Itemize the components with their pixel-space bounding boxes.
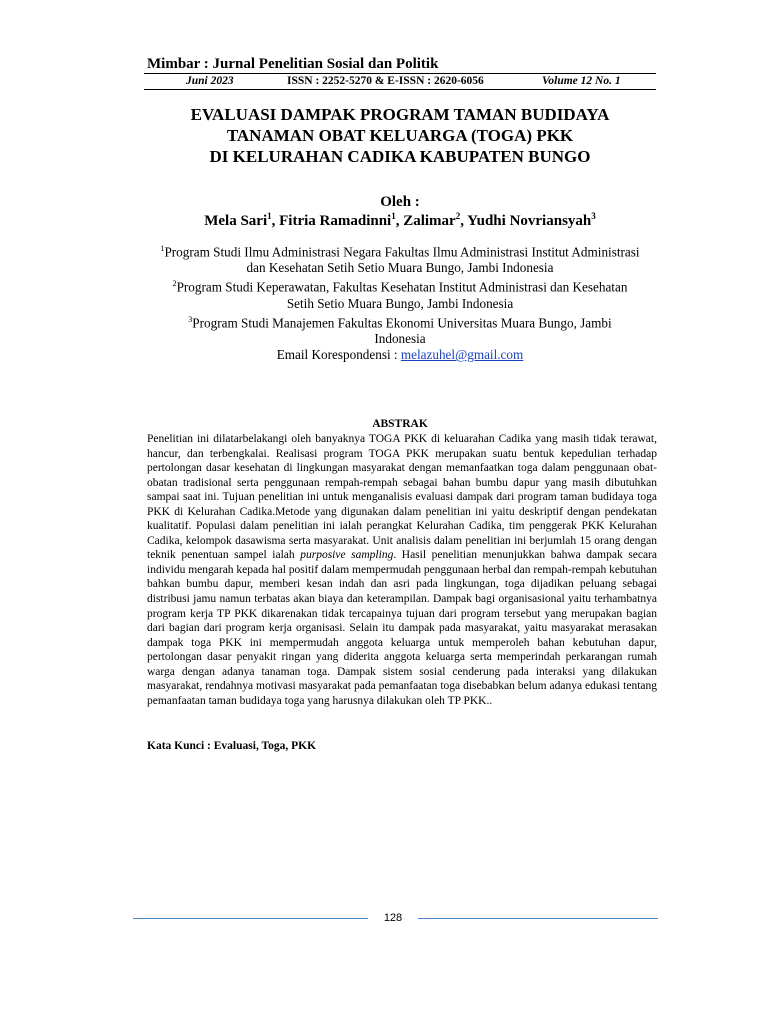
- affiliation-text: Program Studi Manajemen Fakultas Ekonomi Universitas Muara Bungo, Jambi: [192, 315, 612, 331]
- author-name: Fitria Ramadinni: [279, 213, 392, 229]
- author-name: Mela Sari: [204, 213, 268, 229]
- author-name: Zalimar: [403, 213, 456, 229]
- abstract-text: Penelitian ini dilatarbelakangi oleh banyaknya TOGA PKK di keluarahan Cadika yang masih tidak terawat, hancur, dan terbengkalai. Realisasi program TOGA PKK merupakan suatu bentuk kepedulian terhadap pertolongan dasar kesehatan di lingkungan masyarakat dengan memanfaatkan toga dalam penggunaan obat-obatan tradisional serta penggunaan rempah-rempah sebagai bahan bumbu dapur yang masih dibutuhkan sampai saat ini. Tujuan penelitian ini untuk menganalisis evaluasi dampak dari program taman budidaya toga PKK di Kelurahan Cadika.Metode yang digunakan dalam penelitian ini yaitu deskriptif dengan pendekatan kualitatif. Populasi dalam penelitian ini ialah perangkat Kelurahan Cadika, tim penggerak PKK Kelurahan Cadika, kelompok dasawisma serta masyarakat. Unit analisis dalam penelitian ini berjumlah 15 orang dengan teknik penentuan sampel ialah: [147, 433, 657, 562]
- affiliation-line: dan Kesehatan Setih Setio Muara Bungo, Jambi Indonesia: [246, 260, 554, 276]
- volume: Volume 12 No. 1: [542, 75, 621, 87]
- author-separator: ,: [460, 213, 468, 229]
- abstract-heading: ABSTRAK: [372, 418, 428, 430]
- author-separator: ,: [271, 213, 280, 229]
- keywords: Kata Kunci : Evaluasi, Toga, PKK: [147, 740, 317, 752]
- author-separator: ,: [395, 213, 404, 229]
- title-line: EVALUASI DAMPAK PROGRAM TAMAN BUDIDAYA: [190, 105, 610, 124]
- author-affiliation-mark: 3: [591, 211, 596, 221]
- affiliation-line: [140, 276, 660, 295]
- email-link[interactable]: melazuhel@gmail.com: [400, 347, 524, 363]
- affiliation-mark: 3: [188, 314, 193, 324]
- footer-rule-right: [418, 918, 658, 919]
- issue-info-bar: [144, 73, 656, 90]
- affiliation-line: Setih Setio Muara Bungo, Jambi Indonesia: [286, 295, 514, 311]
- author-list: [100, 211, 700, 230]
- byline-label: Oleh :: [380, 194, 420, 210]
- page-number: 128: [383, 912, 403, 924]
- email-label: Email Korespondensi :: [276, 347, 401, 363]
- abstract-text: . Hasil penelitian menunjukkan bahwa dampak secara individu mengarah kepada hal positif dalam mempermudah penggunaan herbal dan rempah-rempah kebutuhan bahkan bumbu dapur, memberi kesan indah dan asri pada lingkungan, toga dijadikan peluang sebagai distribusi jamu namun terbatas akan biaya dan keterampilan. Dampak bagi organisasional yaitu terhambatnya program kerja TP PKK dikarenakan tidak tercapainya tujuan dari program tersebut yang merupakan bagian dari bagian dari program kerja organisasi. Selain itu dampak pada masyarakat, yaitu masyarakat merasakan dampak toga PKK ini mempermudah anggota keluarga untuk memperoleh bahan kebutuhan dapur, pertolongan dasar penyakit ringan yang diderita anggota keluarga serta memperindah perkarangan rumah warga dengan adanya tanaman toga. Dampak sistem sosial cenderung pada interaksi yang dilakukan masyarakat, rendahnya motivasi masyarakat pada pemanfaatan toga disebabkan belum adanya edukasi tentang pemanfaatan taman budidaya toga yang harusnya dilakukan oleh TP PKK..: [147, 549, 657, 707]
- abstract-italic-term: purposive sampling: [300, 549, 394, 562]
- author-affiliation-mark: 1: [267, 211, 272, 221]
- issn: ISSN : 2252-5270 & E-ISSN : 2620-6056: [287, 75, 484, 87]
- affiliation-line: [140, 312, 660, 331]
- issue-date: Juni 2023: [186, 75, 234, 87]
- article-title: [100, 104, 700, 167]
- affiliation-text: Program Studi Keperawatan, Fakultas Kesehatan Institut Administrasi dan Kesehatan: [176, 279, 628, 295]
- affiliation-text: Program Studi Ilmu Administrasi Negara Fakultas Ilmu Administrasi Institut Administrasi: [164, 244, 640, 260]
- journal-name: Mimbar : Jurnal Penelitian Sosial dan Politik: [147, 56, 439, 72]
- abstract-body: [147, 432, 657, 708]
- author-name: Yudhi Novriansyah: [467, 213, 592, 229]
- title-line: DI KELURAHAN CADIKA KABUPATEN BUNGO: [209, 147, 591, 166]
- correspondence-email: [140, 347, 660, 363]
- affiliation-line: [140, 241, 660, 260]
- footer-rule-left: [133, 918, 368, 919]
- affiliation-mark: 2: [172, 279, 177, 289]
- affiliations: [140, 241, 660, 363]
- author-affiliation-mark: 1: [391, 211, 396, 221]
- title-line: TANAMAN OBAT KELUARGA (TOGA) PKK: [226, 126, 574, 145]
- author-affiliation-mark: 2: [455, 211, 461, 221]
- affiliation-line: Indonesia: [374, 331, 426, 347]
- affiliation-mark: 1: [160, 244, 165, 253]
